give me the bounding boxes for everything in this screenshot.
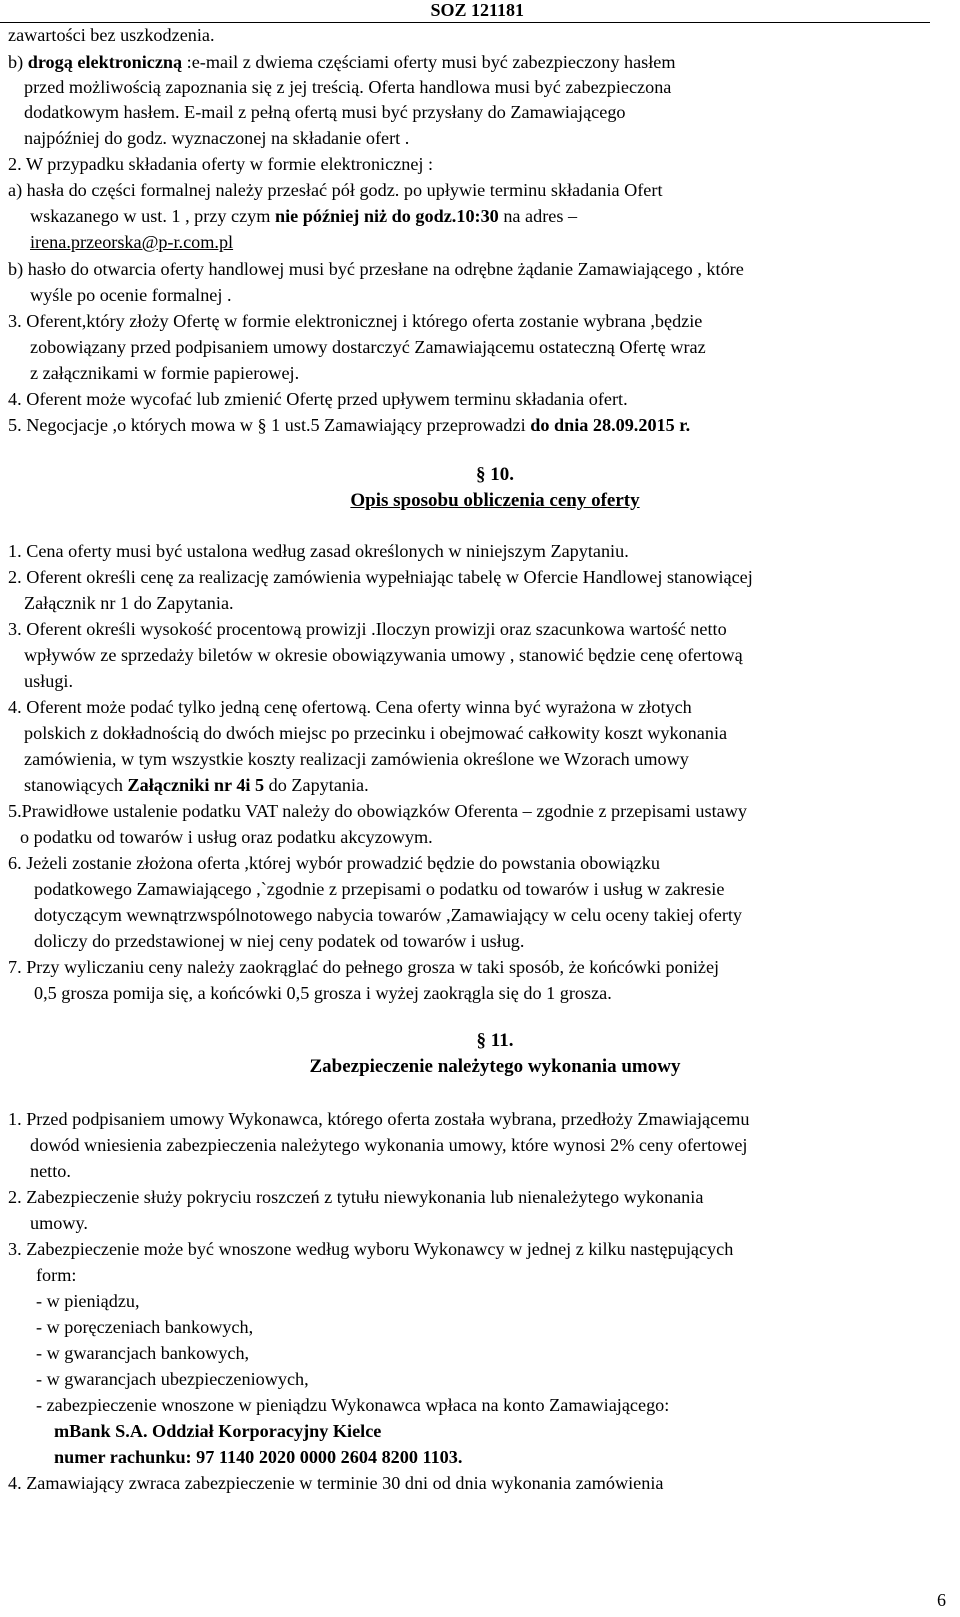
section-title: Opis sposobu obliczenia ceny oferty <box>350 490 640 511</box>
text-line: zawartości bez uszkodzenia. <box>8 25 215 45</box>
text-line: stanowiących Załączniki nr 4i 5 do Zapytania. <box>24 775 369 795</box>
text-line: 0,5 grosza pomija się, a końcówki 0,5 grosza i wyżej zaokrągla się do 1 grosza. <box>34 983 612 1003</box>
text-line: wpływów ze sprzedaży biletów w okresie obowiązywania umowy , stanowić będzie cenę ofertową <box>24 645 743 665</box>
text-line: zobowiązany przed podpisaniem umowy dostarczyć Zamawiającemu ostateczną Ofertę wraz <box>30 337 706 357</box>
text-line: 5.Prawidłowe ustalenie podatku VAT należy do obowiązków Oferenta – zgodnie z przepisami ustawy <box>8 801 747 821</box>
text-line: dodatkowym hasłem. E-mail z pełną ofertą musi być przysłany do Zamawiającego <box>24 102 626 122</box>
text-line: z załącznikami w formie papierowej. <box>30 363 300 383</box>
text-line: usługi. <box>24 671 74 691</box>
text-line: netto. <box>30 1161 71 1181</box>
section-number: § 10. <box>476 464 514 485</box>
text-line: najpóźniej do godz. wyznaczonej na składanie ofert . <box>24 128 410 148</box>
text-line: przed możliwością zapoznania się z jej treścią. Oferta handlowa musi być zabezpieczona <box>24 77 672 97</box>
list-item: - w poręczeniach bankowych, <box>36 1317 254 1337</box>
text-line: dowód wniesienia zabezpieczenia należytego wykonania umowy, które wynosi 2% ceny ofertowej <box>30 1135 748 1155</box>
text-line: 6. Jeżeli zostanie złożona oferta ,której wybór prowadzić będzie do powstania obowiązku <box>8 853 660 873</box>
text-line: 3. Oferent określi wysokość procentową prowizji .Iloczyn prowizji oraz szacunkowa wartość netto <box>8 619 727 639</box>
text-line: wskazanego w ust. 1 , przy czym nie później niż do godz.10:30 na adres – <box>30 206 578 226</box>
bank-account-number: numer rachunku: 97 1140 2020 0000 2604 8200 1103. <box>54 1447 463 1467</box>
text-line: podatkowego Zamawiającego ,`zgodnie z przepisami o podatku od towarów i usług w zakresie <box>34 879 725 899</box>
text-line: 2. W przypadku składania oferty w formie elektronicznej : <box>8 154 434 174</box>
bank-name: mBank S.A. Oddział Korporacyjny Kielce <box>54 1421 382 1441</box>
text-line: 1. Przed podpisaniem umowy Wykonawca, którego oferta została wybrana, przedłoży Zmawiającemu <box>8 1109 750 1129</box>
text-line: 3. Zabezpieczenie może być wnoszone według wyboru Wykonawcy w jednej z kilku następujących <box>8 1239 734 1259</box>
text-line: zamówienia, w tym wszystkie koszty realizacji zamówienia określone we Wzorach umowy <box>24 749 689 769</box>
document-code: SOZ 121181 <box>430 0 524 20</box>
text-line: 4. Oferent może wycofać lub zmienić Ofertę przed upływem terminu składania ofert. <box>8 389 628 409</box>
text-line: Załącznik nr 1 do Zapytania. <box>24 593 234 613</box>
section-title: Zabezpieczenie należytego wykonania umowy <box>309 1056 681 1077</box>
text-line: b) hasło do otwarcia oferty handlowej musi być przesłane na odrębne żądanie Zamawiającego , które <box>8 259 744 279</box>
page-header <box>0 0 930 23</box>
text-line: o podatku od towarów i usług oraz podatku akcyzowym. <box>20 827 433 847</box>
text-line: 7. Przy wyliczaniu ceny należy zaokrąglać do pełnego grosza w taki sposób, że końcówki poniżej <box>8 957 720 977</box>
text-line: 2. Oferent określi cenę za realizację zamówienia wypełniając tabelę w Ofercie Handlowej stanowiącej <box>8 567 753 587</box>
text-line: 1. Cena oferty musi być ustalona według zasad określonych w niniejszym Zapytaniu. <box>8 541 629 561</box>
text-line: 3. Oferent,który złoży Ofertę w formie elektronicznej i którego oferta zostanie wybrana ,będzie <box>8 311 703 331</box>
text-line: polskich z dokładnością do dwóch miejsc po przecinku i obejmować całkowity koszt wykonania <box>24 723 728 743</box>
text-line: 4. Zamawiający zwraca zabezpieczenie w terminie 30 dni od dnia wykonania zamówienia <box>8 1473 664 1493</box>
text-line: wyśle po ocenie formalnej . <box>30 285 232 305</box>
text-line: 5. Negocjacje ,o których mowa w § 1 ust.5 Zamawiający przeprowadzi do dnia 28.09.2015 r. <box>8 415 691 435</box>
email-link[interactable]: irena.przeorska@p-r.com.pl <box>30 232 234 252</box>
list-item: - zabezpieczenie wnoszone w pieniądzu Wykonawca wpłaca na konto Zamawiającego: <box>36 1395 670 1415</box>
text-line: dotyczącym wewnątrzwspólnotowego nabycia towarów ,Zamawiający w celu oceny takiej oferty <box>34 905 743 925</box>
list-item: - w gwarancjach bankowych, <box>36 1343 250 1363</box>
text-line: 2. Zabezpieczenie służy pokryciu roszczeń z tytułu niewykonania lub nienależytego wykonania <box>8 1187 704 1207</box>
section-number: § 11. <box>476 1030 514 1051</box>
list-item: - w pieniądzu, <box>36 1291 140 1311</box>
list-item: - w gwarancjach ubezpieczeniowych, <box>36 1369 309 1389</box>
text-line: umowy. <box>30 1213 88 1233</box>
text-line: form: <box>36 1265 77 1285</box>
text-line: a) hasła do części formalnej należy przesłać pół godz. po upływie terminu składania Ofert <box>8 180 663 200</box>
page-number: 6 <box>937 1590 946 1610</box>
text-line: 4. Oferent może podać tylko jedną cenę ofertową. Cena oferty winna być wyrażona w złotych <box>8 697 692 717</box>
text-line: doliczy do przedstawionej w niej ceny podatek od towarów i usług. <box>34 931 525 951</box>
text-line: b) drogą elektroniczną :e-mail z dwiema częściami oferty musi być zabezpieczony hasłem <box>8 52 676 72</box>
